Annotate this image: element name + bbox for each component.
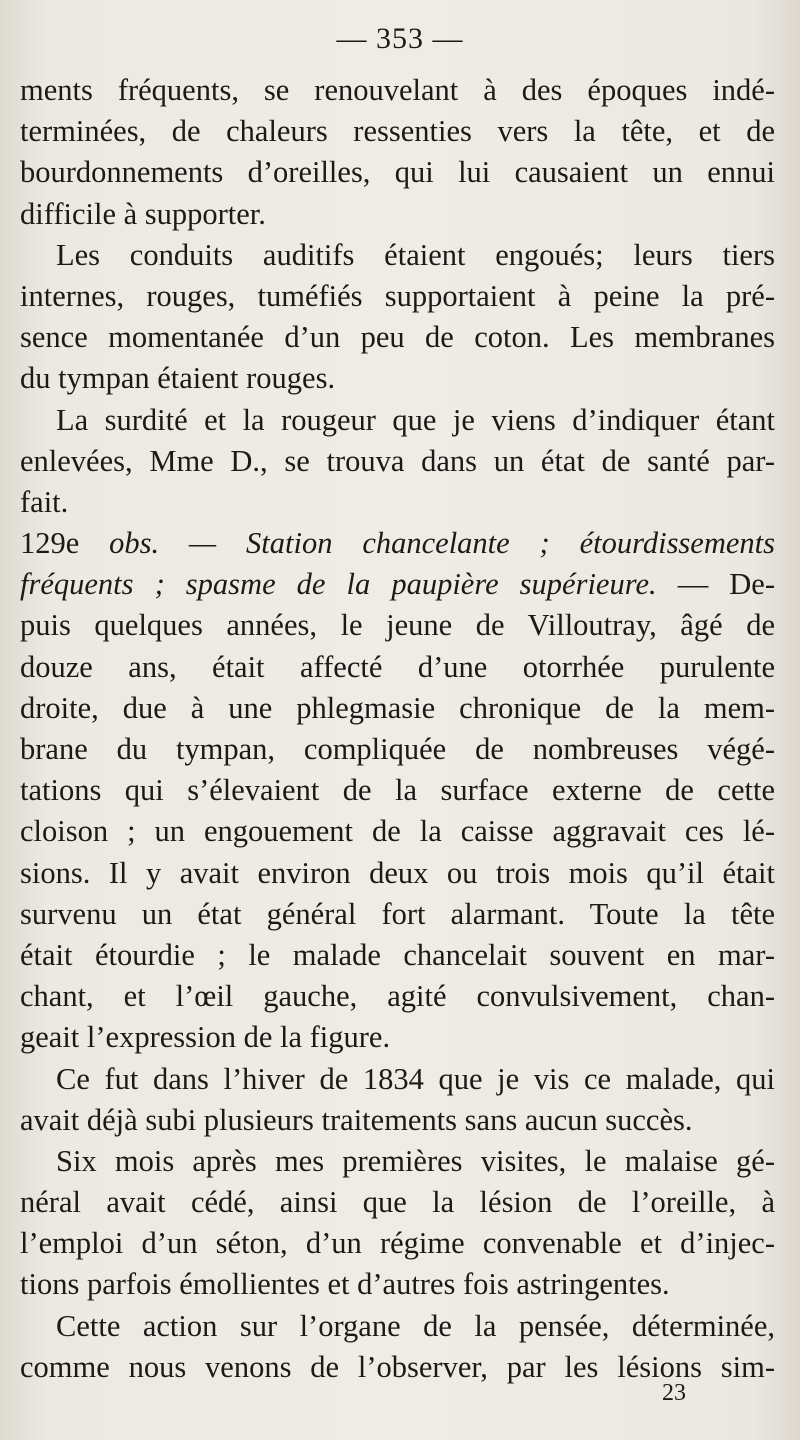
text-line: du tympan étaient rouges. — [20, 361, 336, 396]
text-line: cloison ; un engouement de la caisse aggravait ces lé- — [20, 814, 775, 849]
text-line: sence momentanée d’un peu de coton. Les membranes — [20, 320, 775, 355]
text-line: terminées, de chaleurs ressenties vers la tête, et de — [20, 114, 775, 149]
text-line: geait l’expression de la figure. — [20, 1020, 391, 1055]
text-line: bourdonnements d’oreilles, qui lui causaient un ennui — [20, 155, 775, 190]
text-line: fait. — [20, 484, 69, 519]
observation-heading-line-1 — [20, 523, 775, 564]
text-line: ments fréquents, se renouvelant à des époques indé- — [20, 73, 775, 107]
text-line: difficile à supporter. — [20, 196, 266, 231]
text-line: tions parfois émollientes et d’autres fois astringentes. — [20, 1267, 670, 1302]
text-line: Cette action sur l’organe de la pensée, déterminée, — [56, 1308, 775, 1343]
text-line: Ce fut dans l’hiver de 1834 que je vis ce malade, qui — [56, 1061, 775, 1096]
text-line: Six mois après mes premières visites, le malaise gé- — [56, 1143, 775, 1178]
observation-number: 129e — [20, 526, 80, 561]
signature-mark: 23 — [662, 1380, 686, 1406]
text-line: comme nous venons de l’observer, par les lésions sim- — [20, 1349, 775, 1384]
observation-heading-line-2 — [20, 564, 775, 605]
text-line: survenu un état général fort alarmant. Toute la tête — [20, 896, 775, 931]
paragraph-group-2 — [20, 605, 775, 1388]
text-line: néral avait cédé, ainsi que la lésion de l’oreille, à — [20, 1185, 775, 1220]
observation-label: obs. — [109, 526, 160, 561]
text-line: droite, due à une phlegmasie chronique de la mem- — [20, 690, 775, 725]
paragraph-group-1 — [20, 70, 775, 523]
text-line: était étourdie ; le malade chancelait souvent en mar- — [20, 937, 775, 972]
text-line: douze ans, était affecté d’une otorrhée purulente — [20, 649, 775, 684]
text-line: chant, et l’œil gauche, agité convulsivement, chan- — [20, 979, 775, 1014]
text-line: l’emploi d’un séton, d’un régime convenable et d’injec- — [20, 1226, 775, 1261]
text-line: tations qui s’élevaient de la surface externe de cette — [20, 773, 775, 808]
text-line: Les conduits auditifs étaient engoués; leurs tiers — [56, 237, 775, 272]
text-line: sions. Il y avait environ deux ou trois mois qu’il était — [20, 855, 775, 890]
observation-title-1: — Station chancelante ; étourdissements — [189, 526, 775, 561]
text-line: La surdité et la rougeur que je viens d’indiquer étant — [56, 402, 775, 437]
observation-title-2: fréquents ; spasme de la paupière supérieure. — [20, 567, 657, 602]
observation-title-rest: — De- — [677, 567, 775, 602]
text-line: brane du tympan, compliquée de nombreuses végé- — [20, 732, 775, 766]
text-line: puis quelques années, le jeune de Villoutray, âgé de — [20, 608, 775, 643]
text-line: enlevées, Mme D., se trouva dans un état de santé par- — [20, 443, 775, 478]
page-number: — 353 — — [336, 22, 464, 55]
text-line: avait déjà subi plusieurs traitements sans aucun succès. — [20, 1102, 693, 1137]
text-line: internes, rouges, tuméfiés supportaient à peine la pré- — [20, 278, 775, 313]
body-text — [20, 70, 775, 1388]
